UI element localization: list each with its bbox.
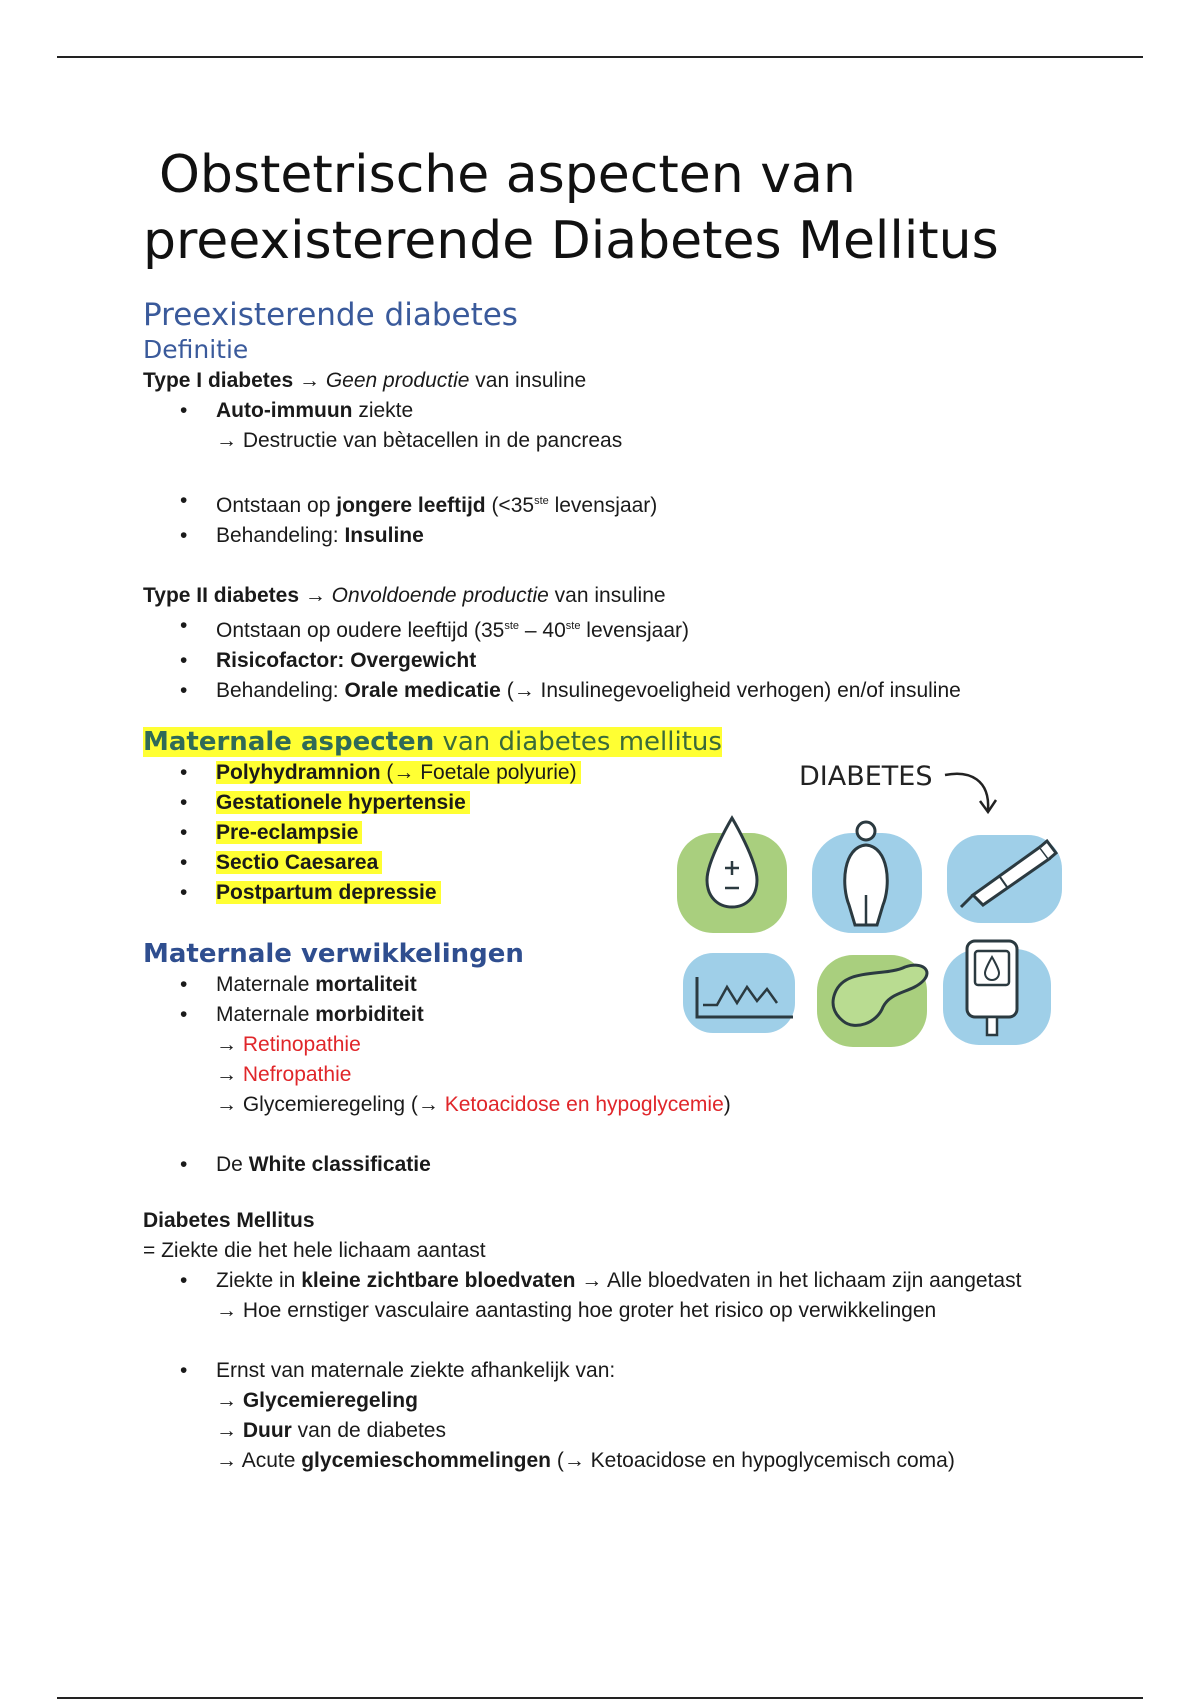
subsection-heading: Definitie	[143, 335, 249, 364]
text: ziekte	[352, 399, 414, 422]
arrow: →	[216, 1419, 243, 1442]
superscript: ste	[565, 620, 581, 632]
text: Behandeling:	[216, 679, 345, 702]
text: Maternale	[216, 973, 316, 996]
pancreas-icon	[817, 955, 927, 1047]
drop-plus-minus-icon	[677, 818, 787, 933]
list-item: • Pre-eclampsie	[143, 818, 722, 848]
list-item: • Ziekte in kleine zichtbare bloedvaten → Alle bloedvaten in het lichaam zijn aangetast → Hoe ernstiger vasculaire aantasting hoe groter het risico op verwikkelingen	[143, 1266, 1021, 1326]
text: Ontstaan op oudere leeftijd (35	[216, 619, 505, 642]
list-item: • Risicofactor: Overgewicht	[180, 649, 477, 672]
type2-line	[143, 581, 961, 611]
list-item: • Postpartum depressie	[143, 878, 722, 908]
heading-bold: Maternale aspecten	[143, 727, 435, 757]
sub-line	[216, 1446, 1021, 1476]
sub-line	[216, 1386, 1021, 1416]
list-item: • Behandeling: Insuline	[180, 524, 424, 547]
text: → Alle bloedvaten in het lichaam zijn aangetast	[575, 1269, 1022, 1292]
person-body-icon	[812, 822, 922, 933]
page-title	[143, 142, 1103, 274]
bold-text: Insuline	[344, 524, 424, 547]
sub-line	[216, 1030, 731, 1060]
list-item: • Ernst van maternale ziekte afhankelijk van: → Glycemieregeling → Duur van de diabetes → Acute glycemieschommelingen (→ Ketoacidose en hypoglycemisch coma)	[143, 1356, 1021, 1476]
section-heading: Preexisterende diabetes	[143, 297, 518, 333]
bold-text: Risicofactor: Overgewicht	[216, 649, 477, 672]
dm-bullets	[143, 1266, 1021, 1476]
text: Ernst van maternale ziekte afhankelijk van:	[216, 1359, 616, 1382]
bold-text: Pre-eclampsie	[216, 821, 359, 844]
text: De	[216, 1153, 249, 1176]
sub-line	[216, 1416, 1021, 1446]
complication-bullets	[143, 970, 731, 1180]
list-item: • Sectio Caesarea	[143, 848, 722, 878]
arrow: →	[216, 1033, 243, 1056]
section-heading	[143, 726, 722, 758]
top-rule	[57, 56, 1143, 58]
bold-text: White classificatie	[248, 1153, 431, 1176]
bold-text: jongere leeftijd	[336, 494, 486, 517]
glucose-graph-icon	[683, 953, 795, 1033]
arrow: →	[216, 1063, 243, 1086]
section-heading	[143, 1206, 1021, 1236]
list-item: • Behandeling: Orale medicatie (→ Insulinegevoeligheid verhogen) en/of insuline	[180, 679, 961, 702]
text: (→ Ketoacidose en hypoglycemisch coma)	[551, 1449, 955, 1472]
section-diabetes-mellitus	[143, 1206, 1021, 1476]
arrow: →	[293, 369, 326, 392]
sub-line: → Hoe ernstiger vasculaire aantasting hoe groter het risico op verwikkelingen	[216, 1299, 937, 1322]
illustration-label: DIABETES	[799, 761, 933, 792]
list-item: • De White classificatie	[180, 1153, 431, 1176]
red-text: Retinopathie	[242, 1033, 361, 1056]
section-maternale-aspecten	[143, 726, 722, 908]
sub-line: → Destructie van bètacellen in de pancreas	[216, 429, 623, 452]
definition: = Ziekte die het hele lichaam aantast	[143, 1239, 486, 1262]
type1-italic: Geen productie	[325, 369, 470, 392]
aspect-bullets	[143, 758, 722, 908]
text: Ontstaan op	[216, 494, 337, 517]
text: )	[723, 1093, 731, 1116]
sub-line	[216, 1060, 731, 1090]
text: (<35	[485, 494, 535, 517]
insulin-pen-icon	[947, 835, 1062, 923]
glucometer-icon	[943, 941, 1051, 1045]
text: van de diabetes	[291, 1419, 446, 1442]
sub-line	[216, 1090, 731, 1120]
text: – 40	[519, 619, 566, 642]
type2-rest: van insuline	[548, 584, 666, 607]
bold-text: Diabetes Mellitus	[143, 1209, 315, 1232]
text: Acute	[241, 1449, 302, 1472]
list-item: • Maternale morbiditeit → Retinopathie → Nefropathie → Glycemieregeling (→ Ketoacidose en hypoglycemie)	[143, 1000, 731, 1120]
text: levensjaar)	[548, 494, 658, 517]
bottom-rule	[57, 1697, 1143, 1699]
title-line-1: Obstetrische aspecten van	[159, 145, 856, 205]
list-item: • Ontstaan op oudere leeftijd (35ste – 40ste levensjaar)	[180, 614, 690, 642]
curved-arrow-icon	[945, 774, 996, 812]
type1-line	[143, 366, 961, 396]
section-verwikkelingen	[143, 938, 731, 1180]
list-item: • Gestationele hypertensie	[143, 788, 722, 818]
bold-text: morbiditeit	[315, 1003, 424, 1026]
arrow: →	[216, 1449, 242, 1472]
superscript: ste	[504, 620, 520, 632]
type1-rest: van insuline	[469, 369, 587, 392]
heading-rest: van diabetes mellitus	[434, 727, 722, 757]
text: Glycemieregeling (→	[242, 1093, 445, 1116]
list-item: • Ontstaan op jongere leeftijd (<35ste levensjaar)	[180, 489, 658, 517]
bold-text: Orale medicatie	[344, 679, 501, 702]
bold-text: Duur	[242, 1419, 292, 1442]
type2-bullets	[143, 611, 961, 706]
title-line-2: preexisterende Diabetes Mellitus	[143, 211, 999, 271]
red-text: Ketoacidose en hypoglycemie	[444, 1093, 724, 1116]
bold-text: Sectio Caesarea	[216, 851, 379, 874]
bold-text: Postpartum depressie	[216, 881, 437, 904]
red-text: Nefropathie	[242, 1063, 352, 1086]
bold-text: Glycemieregeling	[242, 1389, 418, 1412]
bold-text: Polyhydramnion	[216, 761, 381, 784]
type1-bullets	[143, 396, 961, 551]
list-item: • Auto-immuun ziekte → Destructie van bètacellen in de pancreas	[143, 396, 961, 456]
arrow: →	[299, 584, 332, 607]
list-item: • Maternale mortaliteit	[180, 973, 417, 996]
bold-text: mortaliteit	[315, 973, 417, 996]
section-heading: Maternale verwikkelingen	[143, 939, 524, 969]
bold-text: glycemieschommelingen	[301, 1449, 551, 1472]
type1-label: Type I diabetes	[143, 369, 294, 392]
type2-italic: Onvoldoende productie	[331, 584, 549, 607]
bold-text: Gestationele hypertensie	[216, 791, 466, 814]
text: levensjaar)	[580, 619, 690, 642]
section-preexisterende	[143, 296, 961, 706]
superscript: ste	[534, 495, 549, 507]
bold-text: kleine zichtbare bloedvaten	[301, 1269, 576, 1292]
list-item: • Polyhydramnion (→ Foetale polyurie)	[143, 758, 722, 788]
bold-text: Auto-immuun	[216, 399, 353, 422]
text: (→ Foetale polyurie)	[380, 761, 577, 784]
text: Behandeling:	[216, 524, 345, 547]
text: Ziekte in	[216, 1269, 302, 1292]
arrow: →	[216, 1389, 243, 1412]
text: (→ Insulinegevoeligheid verhogen) en/of insuline	[500, 679, 961, 702]
text: Maternale	[216, 1003, 316, 1026]
illustration-svg	[655, 755, 1095, 1055]
arrow: →	[216, 1093, 243, 1116]
type2-label: Type II diabetes	[143, 584, 299, 607]
diabetes-illustration	[655, 755, 1095, 1055]
